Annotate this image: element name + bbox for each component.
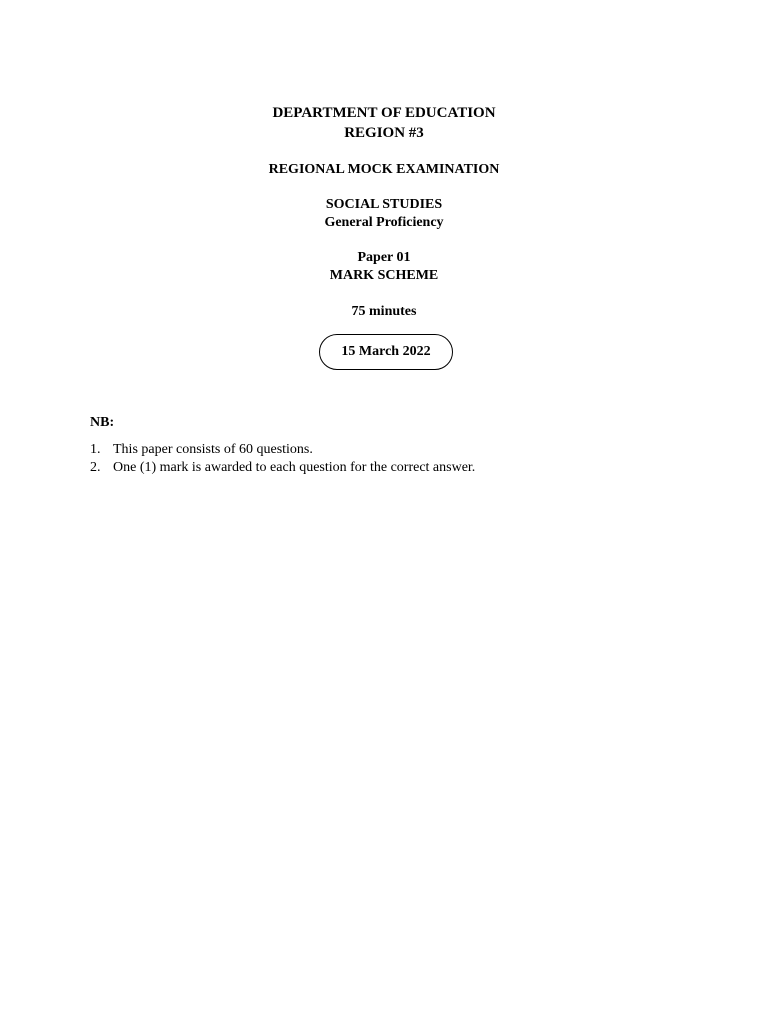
exam-date-box [319,334,453,370]
note-text: One (1) mark is awarded to each question for the correct answer. [113,460,476,475]
region-title: REGION #3 [344,125,424,141]
document-type: MARK SCHEME [329,268,439,283]
paper-number: Paper 01 [357,250,411,265]
notes-label: NB: [90,415,115,430]
department-title: DEPARTMENT OF EDUCATION [272,105,496,121]
note-number: 1. [90,442,101,457]
note-text: This paper consists of 60 questions. [113,442,313,457]
notes-list [90,441,475,477]
exam-duration: 75 minutes [351,304,417,319]
list-item [90,441,475,459]
level-title: General Proficiency [324,215,444,230]
subject-title: SOCIAL STUDIES [325,197,443,212]
exam-title: REGIONAL MOCK EXAMINATION [268,162,500,177]
exam-date: 15 March 2022 [341,344,431,359]
list-item [90,459,475,477]
note-number: 2. [90,460,101,475]
